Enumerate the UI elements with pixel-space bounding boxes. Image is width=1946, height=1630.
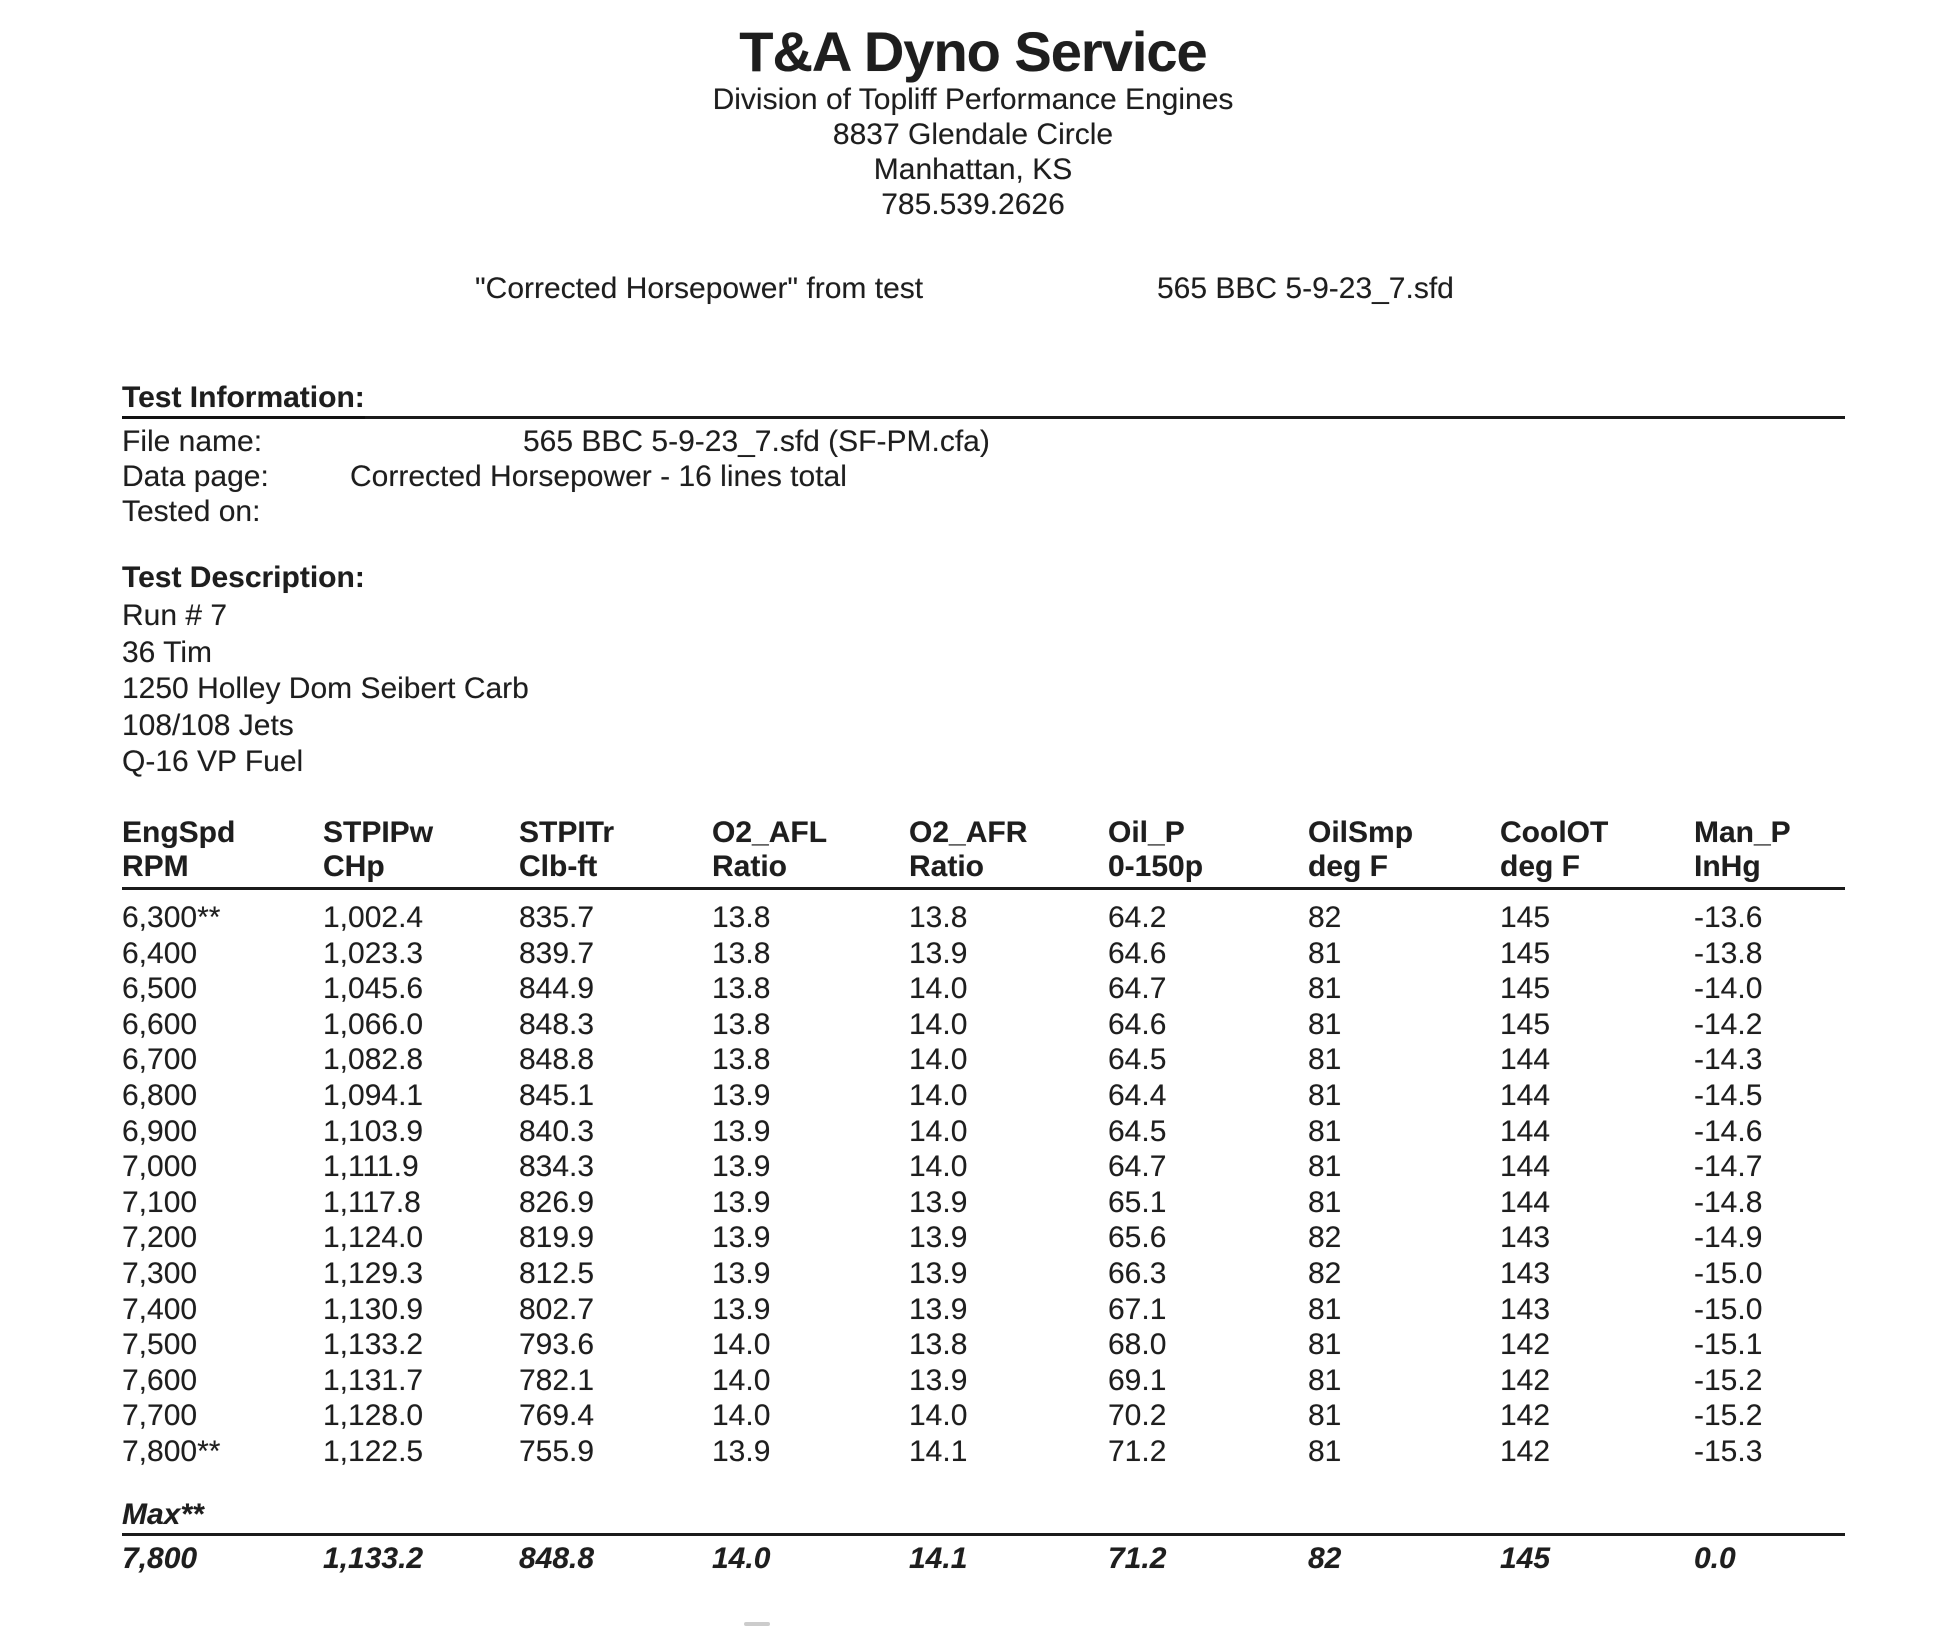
table-cell: 64.6 [1108,936,1167,970]
table-cell: 66.3 [1108,1256,1167,1290]
table-cell: 14.0 [909,1007,968,1041]
table-cell: 81 [1308,1114,1342,1148]
table-cell: 13.9 [712,1256,771,1290]
table-cell: 6,900 [122,1114,198,1148]
max-cell: 7,800 [122,1541,198,1575]
table-cell: 6,500 [122,972,198,1006]
table-cell: -13.6 [1694,901,1763,934]
table-cell: 13.9 [909,1292,968,1326]
table-row [122,1256,1845,1292]
company-address: 8837 Glendale Circle [832,118,1114,151]
company-city-state: Manhattan, KS [873,153,1073,186]
column-header-units: 0-150p [1108,850,1204,883]
table-row [122,1114,1845,1150]
table-cell: 1,023.3 [323,936,424,970]
table-cell: 1,066.0 [323,1007,424,1041]
table-row [122,1149,1845,1185]
max-cell: 145 [1500,1541,1551,1575]
table-cell: 13.9 [909,1363,968,1397]
column-header: Oil_P [1108,816,1185,849]
table-cell: 1,133.2 [323,1328,424,1362]
table-cell: 64.6 [1108,1007,1167,1041]
table-cell: 64.5 [1108,1043,1167,1077]
field-value: Corrected Horsepower - 16 lines total [350,460,847,493]
letterhead [0,22,1946,222]
test-description-section [122,561,529,781]
table-cell: 14.0 [909,972,968,1006]
table-row [122,1363,1845,1399]
table-cell: 13.8 [712,972,771,1006]
column-header: STPIPw [323,816,434,849]
table-cell: 6,600 [122,1007,198,1041]
table-cell: 82 [1308,1221,1342,1255]
table-cell: 145 [1500,972,1551,1006]
table-cell: 13.9 [712,1434,771,1468]
table-row [122,1185,1845,1221]
table-cell: 826.9 [519,1185,595,1219]
table-cell: 848.8 [519,1043,595,1077]
table-cell: 7,800** [122,1434,221,1468]
table-cell: 64.2 [1108,901,1167,934]
field-data-page [122,459,1845,494]
table-cell: 64.7 [1108,1150,1167,1184]
table-cell: 13.9 [909,1256,968,1290]
table-cell: -15.2 [1694,1399,1763,1433]
test-information-divider [122,416,1845,419]
max-cell: 1,133.2 [323,1541,424,1575]
table-cell: 143 [1500,1292,1551,1326]
table-cell: 1,045.6 [323,972,424,1006]
max-section-divider [122,1533,1845,1536]
table-header [122,816,1845,884]
table-cell: 1,122.5 [323,1434,424,1468]
table-header-line2 [122,850,1845,884]
column-header-units: Ratio [909,850,984,883]
table-cell: 812.5 [519,1256,595,1290]
table-header-line1 [122,816,1845,850]
table-cell: 7,700 [122,1399,198,1433]
table-cell: 81 [1308,1328,1342,1362]
table-row [122,936,1845,972]
table-cell: -13.8 [1694,936,1763,970]
table-cell: -15.1 [1694,1328,1763,1362]
table-cell: 67.1 [1108,1292,1167,1326]
table-cell: 7,100 [122,1185,198,1219]
table-cell: -15.0 [1694,1256,1763,1290]
table-cell: 13.8 [909,1328,968,1362]
test-information-section [122,381,1845,529]
table-cell: 81 [1308,1007,1342,1041]
table-cell: 14.0 [909,1114,968,1148]
table-cell: 145 [1500,1007,1551,1041]
table-cell: 82 [1308,901,1342,934]
table-cell: -14.7 [1694,1150,1763,1184]
table-cell: 1,129.3 [323,1256,424,1290]
table-cell: 64.4 [1108,1078,1167,1112]
table-cell: 1,131.7 [323,1363,424,1397]
table-cell: 143 [1500,1221,1551,1255]
field-label: File name: [122,425,263,458]
column-header-units: deg F [1308,850,1388,883]
table-cell: -14.8 [1694,1185,1763,1219]
table-cell: 1,124.0 [323,1221,424,1255]
table-cell: 14.0 [909,1150,968,1184]
column-header: STPITr [519,816,615,849]
table-cell: 65.6 [1108,1221,1167,1255]
field-tested-on [122,494,1845,529]
table-cell: 845.1 [519,1078,595,1112]
table-cell: 7,300 [122,1256,198,1290]
column-header-units: RPM [122,850,189,883]
table-cell: 13.9 [712,1078,771,1112]
table-cell: 844.9 [519,972,595,1006]
max-row [122,1542,1845,1576]
table-cell: 7,400 [122,1292,198,1326]
table-row [122,1398,1845,1434]
table-cell: 144 [1500,1078,1551,1112]
table-cell: 6,800 [122,1078,198,1112]
test-information-fields [122,424,1845,529]
field-file-name [122,424,1845,459]
table-cell: 13.9 [909,936,968,970]
max-cell: 71.2 [1108,1541,1167,1575]
table-cell: -14.0 [1694,972,1763,1006]
report-type-label: "Corrected Horsepower" from test [475,272,924,305]
description-line: 108/108 Jets [122,708,294,742]
table-cell: 840.3 [519,1114,595,1148]
max-section-label: Max** [122,1497,204,1531]
table-cell: 13.9 [712,1185,771,1219]
table-body [122,900,1845,1470]
table-cell: -14.5 [1694,1078,1763,1112]
table-cell: 14.0 [712,1328,771,1362]
max-cell: 14.1 [909,1541,968,1575]
table-cell: 14.0 [909,1043,968,1077]
table-cell: 13.9 [712,1150,771,1184]
company-name: T&A Dyno Service [739,20,1207,83]
dyno-results-table [122,816,1845,1576]
column-header: O2_AFR [909,816,1028,849]
column-header-units: InHg [1694,850,1761,883]
table-cell: 13.9 [712,1114,771,1148]
report-line [0,272,1946,308]
table-cell: 13.8 [712,1007,771,1041]
table-cell: -14.3 [1694,1043,1763,1077]
table-row [122,1434,1845,1470]
max-cell: 82 [1308,1541,1342,1575]
description-line: Q-16 VP Fuel [122,745,304,778]
column-header: EngSpd [122,816,236,849]
table-cell: 14.1 [909,1434,968,1468]
column-header-units: Clb-ft [519,850,598,883]
table-cell: -14.6 [1694,1114,1763,1148]
table-cell: 65.1 [1108,1185,1167,1219]
test-information-heading: Test Information: [122,381,365,419]
table-cell: 64.5 [1108,1114,1167,1148]
table-cell: 81 [1308,1434,1342,1468]
test-description-heading: Test Description: [122,561,365,594]
table-cell: 835.7 [519,901,595,934]
table-cell: 14.0 [909,1399,968,1433]
table-cell: 7,200 [122,1221,198,1255]
table-cell: 82 [1308,1256,1342,1290]
table-cell: 81 [1308,1043,1342,1077]
table-cell: 81 [1308,972,1342,1006]
table-cell: 71.2 [1108,1434,1167,1468]
scan-artifact [744,1622,770,1626]
table-cell: 81 [1308,1185,1342,1219]
table-cell: 69.1 [1108,1363,1167,1397]
table-cell: 143 [1500,1256,1551,1290]
table-cell: 81 [1308,936,1342,970]
table-row [122,1042,1845,1078]
table-cell: 6,300** [122,901,221,934]
table-cell: 6,400 [122,936,198,970]
table-cell: 1,117.8 [323,1185,421,1219]
table-cell: 1,103.9 [323,1114,424,1148]
table-cell: 142 [1500,1363,1551,1397]
max-cell: 848.8 [519,1541,595,1575]
field-label: Data page: [122,460,269,493]
table-cell: 769.4 [519,1399,595,1433]
max-cell: 14.0 [712,1541,771,1575]
table-cell: 13.8 [712,901,771,934]
table-cell: 142 [1500,1434,1551,1468]
table-cell: 14.0 [712,1399,771,1433]
table-cell: 14.0 [712,1363,771,1397]
column-header-units: CHp [323,850,385,883]
table-row [122,1292,1845,1328]
table-cell: 81 [1308,1292,1342,1326]
table-cell: 13.8 [909,901,968,934]
table-header-divider [122,887,1845,890]
field-value: 565 BBC 5-9-23_7.sfd (SF-PM.cfa) [523,425,990,458]
table-cell: 144 [1500,1114,1551,1148]
report-file-name: 565 BBC 5-9-23_7.sfd [1157,272,1454,305]
table-row [122,1220,1845,1256]
table-cell: 13.9 [712,1292,771,1326]
field-label: Tested on: [122,495,261,528]
table-cell: 7,500 [122,1328,198,1362]
table-cell: 64.7 [1108,972,1167,1006]
table-cell: 1,094.1 [323,1078,424,1112]
table-cell: 1,082.8 [323,1043,424,1077]
table-cell: 782.1 [519,1363,595,1397]
table-cell: 1,130.9 [323,1292,424,1326]
table-cell: 839.7 [519,936,595,970]
table-cell: 6,700 [122,1043,198,1077]
column-header: OilSmp [1308,816,1414,849]
table-cell: -14.2 [1694,1007,1763,1041]
table-cell: 13.9 [909,1185,968,1219]
column-header-units: Ratio [712,850,787,883]
table-row [122,1078,1845,1114]
table-cell: 13.8 [712,936,771,970]
table-cell: 755.9 [519,1434,595,1468]
table-cell: 13.8 [712,1043,771,1077]
column-header: Man_P [1694,816,1791,849]
table-cell: -15.2 [1694,1363,1763,1397]
table-cell: 145 [1500,936,1551,970]
description-line: 36 Tim [122,635,213,669]
table-cell: -15.3 [1694,1434,1763,1468]
table-cell: 142 [1500,1399,1551,1433]
table-cell: 81 [1308,1150,1342,1184]
company-phone: 785.539.2626 [881,188,1065,221]
table-row [122,971,1845,1007]
table-cell: 81 [1308,1363,1342,1397]
table-cell: 13.9 [909,1221,968,1255]
max-cell: 0.0 [1694,1541,1736,1575]
column-header: CoolOT [1500,816,1609,849]
table-cell: 834.3 [519,1150,595,1184]
max-row-wrap [122,1542,1845,1576]
table-cell: 144 [1500,1150,1551,1184]
table-cell: 81 [1308,1399,1342,1433]
table-cell: 1,111.9 [323,1150,419,1184]
table-cell: 13.9 [712,1221,771,1255]
table-cell: 81 [1308,1078,1342,1112]
table-cell: 802.7 [519,1292,595,1326]
table-cell: 144 [1500,1185,1551,1219]
column-header-units: deg F [1500,850,1580,883]
table-row [122,1327,1845,1363]
table-cell: 7,000 [122,1150,198,1184]
table-cell: 819.9 [519,1221,595,1255]
table-cell: -15.0 [1694,1292,1763,1326]
description-line: 1250 Holley Dom Seibert Carb [122,672,529,705]
table-cell: 7,600 [122,1363,198,1397]
table-row [122,1007,1845,1043]
table-cell: 68.0 [1108,1328,1167,1362]
table-cell: -14.9 [1694,1221,1763,1255]
table-cell: 1,002.4 [323,901,424,934]
table-row [122,900,1845,936]
description-line: Run # 7 [122,599,228,632]
column-header: O2_AFL [712,816,828,849]
table-cell: 145 [1500,901,1551,934]
table-cell: 848.3 [519,1007,595,1041]
table-cell: 14.0 [909,1078,968,1112]
table-cell: 144 [1500,1043,1551,1077]
table-cell: 142 [1500,1328,1551,1362]
table-cell: 1,128.0 [323,1399,424,1433]
table-cell: 793.6 [519,1328,595,1362]
table-cell: 70.2 [1108,1399,1167,1433]
company-division: Division of Topliff Performance Engines [712,83,1234,116]
